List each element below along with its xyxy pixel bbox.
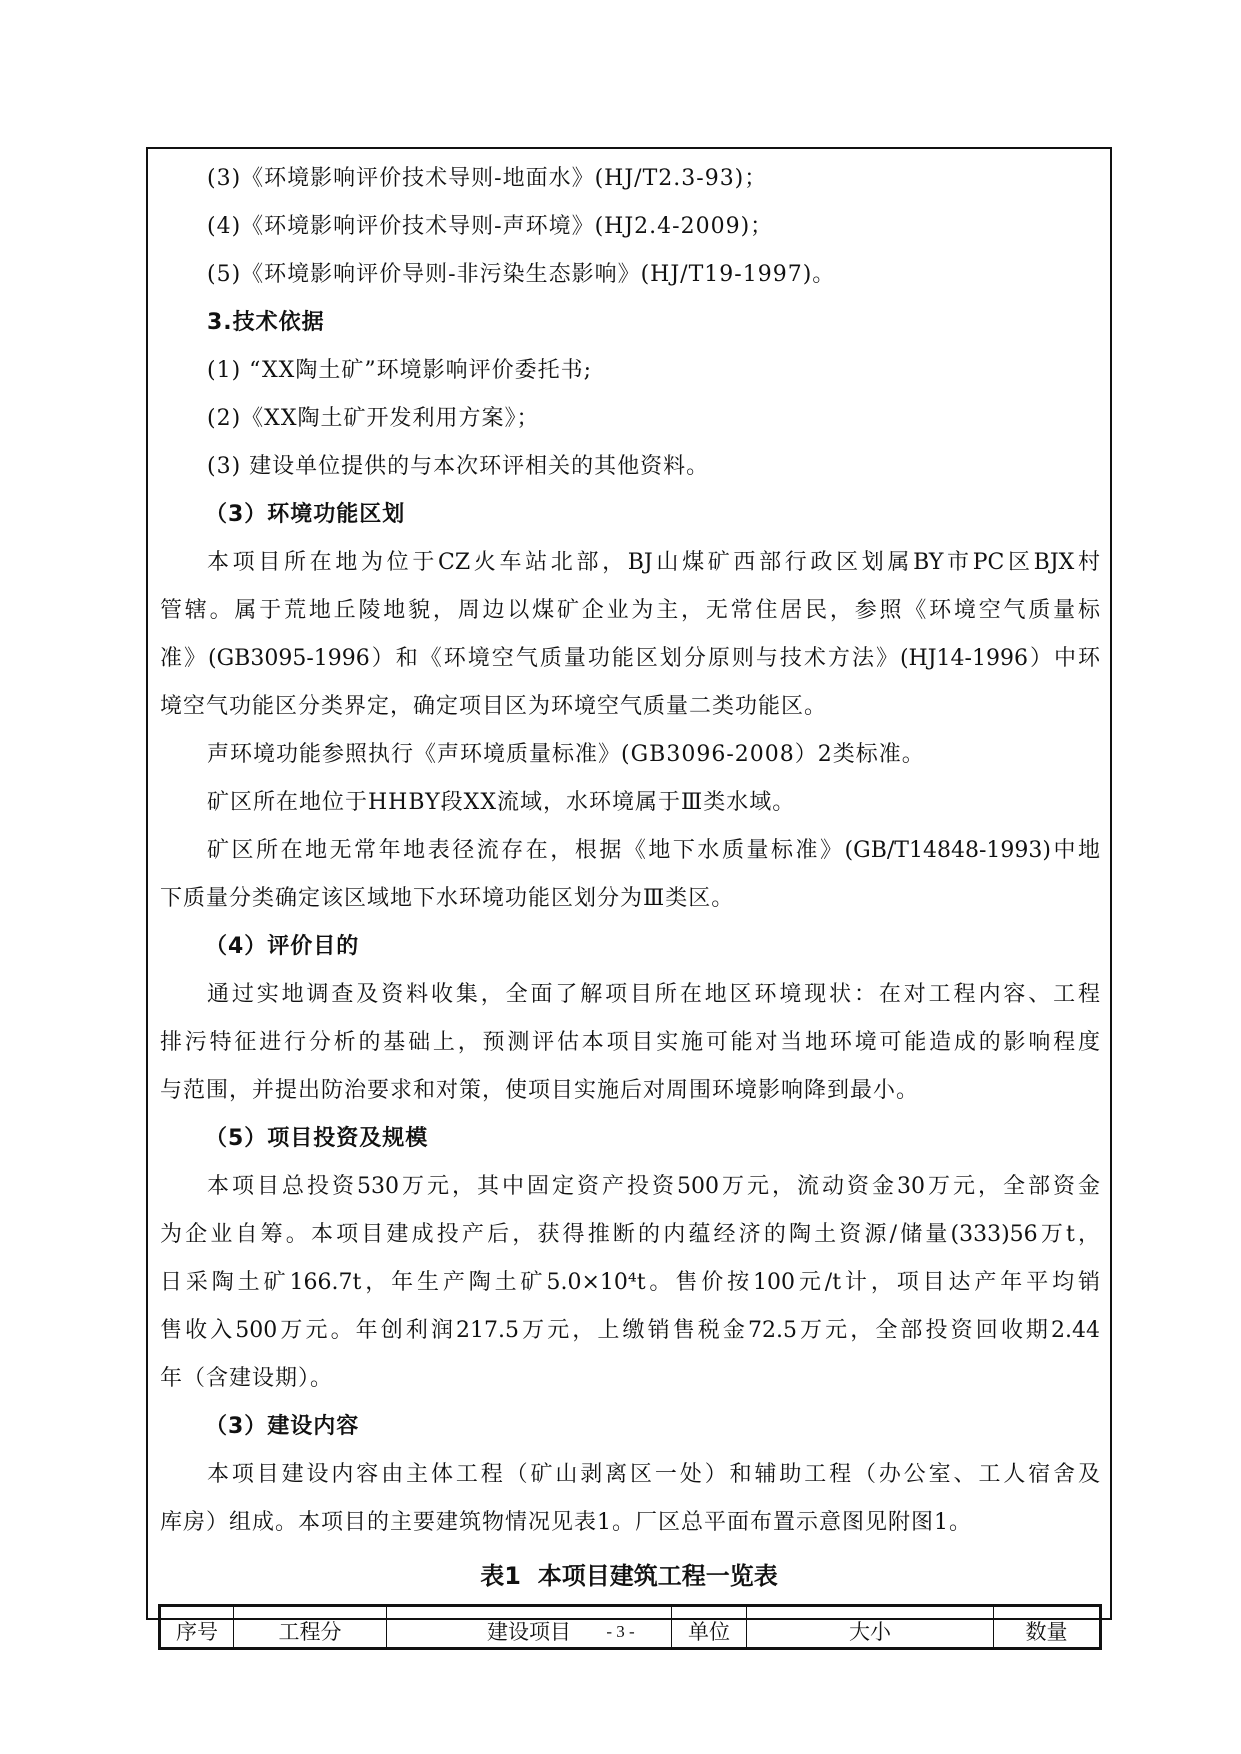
paragraph-line: 准》(GB3095-1996）和《环境空气质量功能区划分原则与技术方法》(HJ14-1996）中环	[160, 646, 1100, 671]
paragraph-line: 管辖。属于荒地丘陵地貌，周边以煤矿企业为主，无常住居民，参照《环境空气质量标	[160, 598, 1100, 623]
paragraph-line: 库房）组成。本项目的主要建筑物情况见表1。厂区总平面布置示意图见附图1。	[160, 1510, 972, 1535]
reference-item-5: (5)《环境影响评价导则-非污染生态影响》(HJ/T19-1997)。	[207, 262, 836, 287]
paragraph-line: 境空气功能区分类界定，确定项目区为环境空气质量二类功能区。	[160, 694, 828, 719]
paragraph-line: 本项目所在地为位于CZ火车站北部，BJ山煤矿西部行政区划属BY市PC区BJX村	[207, 550, 1100, 575]
table-header-cell: 单位	[672, 1606, 747, 1649]
section-heading-construction-content: （3）建设内容	[205, 1414, 360, 1439]
paragraph-line: 为企业自筹。本项目建成投产后，获得推断的内蕴经济的陶土资源/储量(333)56万t，	[160, 1222, 1100, 1247]
paragraph-line: 排污特征进行分析的基础上，预测评估本项目实施可能对当地环境可能造成的影响程度	[160, 1030, 1100, 1055]
paragraph-line: 矿区所在地位于HHBY段XX流域，水环境属于Ⅲ类水域。	[207, 790, 796, 815]
table-header-cell: 工程分	[234, 1606, 387, 1649]
page-number: - 3 -	[606, 1622, 635, 1641]
paragraph-line: 售收入500万元。年创利润217.5万元，上缴销售税金72.5万元，全部投资回收期2.44	[160, 1318, 1100, 1343]
paragraph-line: 本项目建设内容由主体工程（矿山剥离区一处）和辅助工程（办公室、工人宿舍及	[207, 1462, 1100, 1487]
paragraph-line: 本项目总投资530万元，其中固定资产投资500万元，流动资金30万元，全部资金	[207, 1174, 1100, 1199]
paragraph-line: 下质量分类确定该区域地下水环境功能区划分为Ⅲ类区。	[160, 886, 735, 911]
table-header-cell: 数量	[994, 1606, 1101, 1649]
table-header-cell: 建设项目	[387, 1606, 672, 1649]
section-heading-technical-basis: 3.技术依据	[207, 310, 325, 335]
section-heading-evaluation-purpose: （4）评价目的	[205, 934, 360, 959]
paragraph-line: 声环境功能参照执行《声环境质量标准》(GB3096-2008）2类标准。	[207, 742, 925, 767]
table-header-cell: 序号	[160, 1606, 234, 1649]
paragraph-line: 与范围，并提出防治要求和对策，使项目实施后对周围环境影响降到最小。	[160, 1078, 920, 1103]
table-caption: 表1 本项目建筑工程一览表	[480, 1562, 778, 1590]
section-heading-investment-scale: （5）项目投资及规模	[205, 1126, 429, 1151]
reference-item-3: (3)《环境影响评价技术导则-地面水》(HJ/T2.3-93)；	[207, 166, 768, 191]
reference-item-4: (4)《环境影响评价技术导则-声环境》(HJ2.4-2009)；	[207, 214, 774, 239]
paragraph-line: 日采陶土矿166.7t，年生产陶土矿5.0×10⁴t。售价按100元/t计，项目达产年平均销	[160, 1270, 1100, 1295]
paragraph-line: 矿区所在地无常年地表径流存在，根据《地下水质量标准》(GB/T14848-1993)中地	[207, 838, 1100, 863]
technical-basis-item-3: (3) 建设单位提供的与本次环评相关的其他资料。	[207, 454, 710, 479]
paragraph-line: 通过实地调查及资料收集，全面了解项目所在地区环境现状：在对工程内容、工程	[207, 982, 1100, 1007]
section-heading-functional-zoning: （3）环境功能区划	[205, 502, 406, 527]
technical-basis-item-1: (1) “XX陶土矿”环境影响评价委托书;	[207, 358, 592, 383]
paragraph-line: 年（含建设期）。	[160, 1366, 334, 1391]
technical-basis-item-2: (2)《XX陶土矿开发利用方案》；	[207, 406, 540, 431]
table-header-cell: 大小	[747, 1606, 994, 1649]
